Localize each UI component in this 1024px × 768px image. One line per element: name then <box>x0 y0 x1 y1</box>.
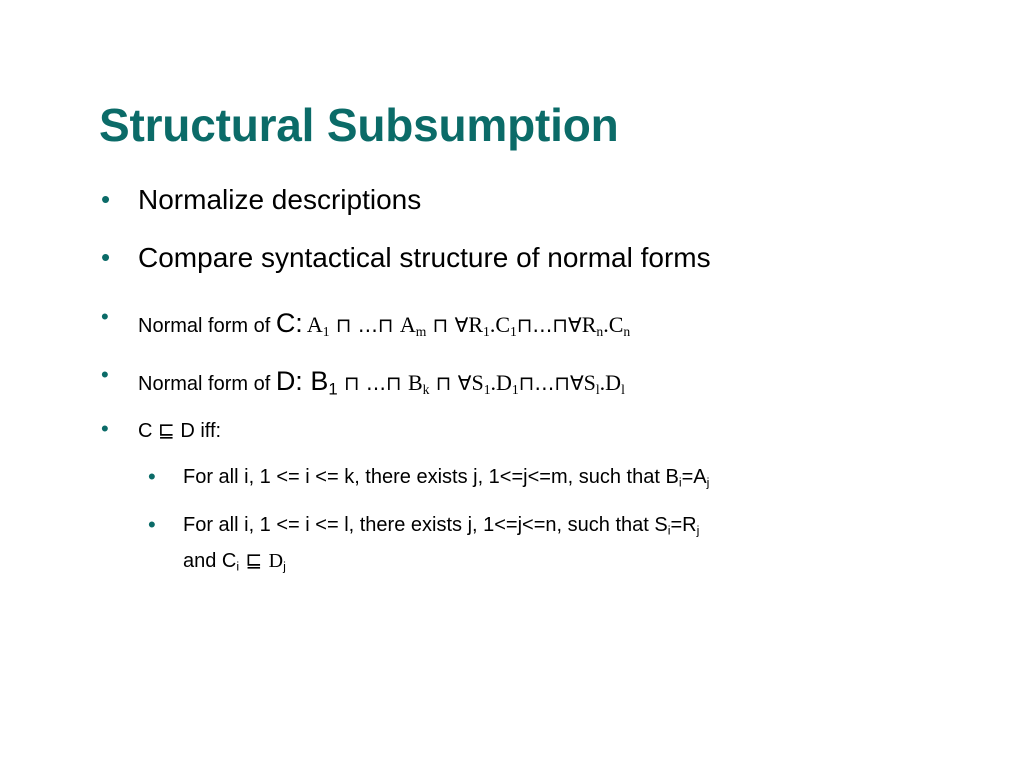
sub-bullet-text-b-a: For all i, 1 <= i <= k, there exists j, 1<=j<=m, such that $B_i=A_j$ <box>183 466 710 490</box>
bullet-dot-icon: • <box>101 304 109 329</box>
bullet-dot-icon: • <box>148 512 156 537</box>
bullet-dot-icon: • <box>101 362 109 387</box>
subsumes-symbol: ⊑ <box>239 548 269 572</box>
iff-text: C ⊑ D iff: <box>138 418 222 442</box>
sub-bullet-text-s-r-line2: and $C_i$ ⊑ $D_j$ <box>183 548 286 574</box>
subsumes-symbol: ⊑ <box>158 418 175 442</box>
bullet-dot-icon: • <box>148 464 156 489</box>
bullet-text-normalize: Normalize descriptions <box>138 184 422 215</box>
bullet-dot-icon: • <box>101 416 109 441</box>
bullet-dot-icon: • <box>101 242 111 272</box>
bullet-text-compare: Compare syntactical structure of normal forms <box>138 242 711 273</box>
sub-bullet-text-s-r-line1: For all i, 1 <= i <= l, there exists j, 1<=j<=n, such that $S_i=R_j$ <box>183 514 700 538</box>
slide-title: Structural Subsumption <box>99 99 619 151</box>
normal-form-d-formula: Normal form of D: $B_1$ ⊓ …⊓ $B_k$ ⊓ $\forall S_1.D_1⊓\dots⊓\forall S_l.D_l$ <box>138 366 625 399</box>
bullet-dot-icon: • <box>101 184 111 214</box>
normal-form-c-formula: Normal form of C: $A_1$ ⊓ …⊓ $A_m$ ⊓ $\forall R_1.C_1⊓\dots⊓\forall R_n.C_n$ <box>138 308 631 339</box>
